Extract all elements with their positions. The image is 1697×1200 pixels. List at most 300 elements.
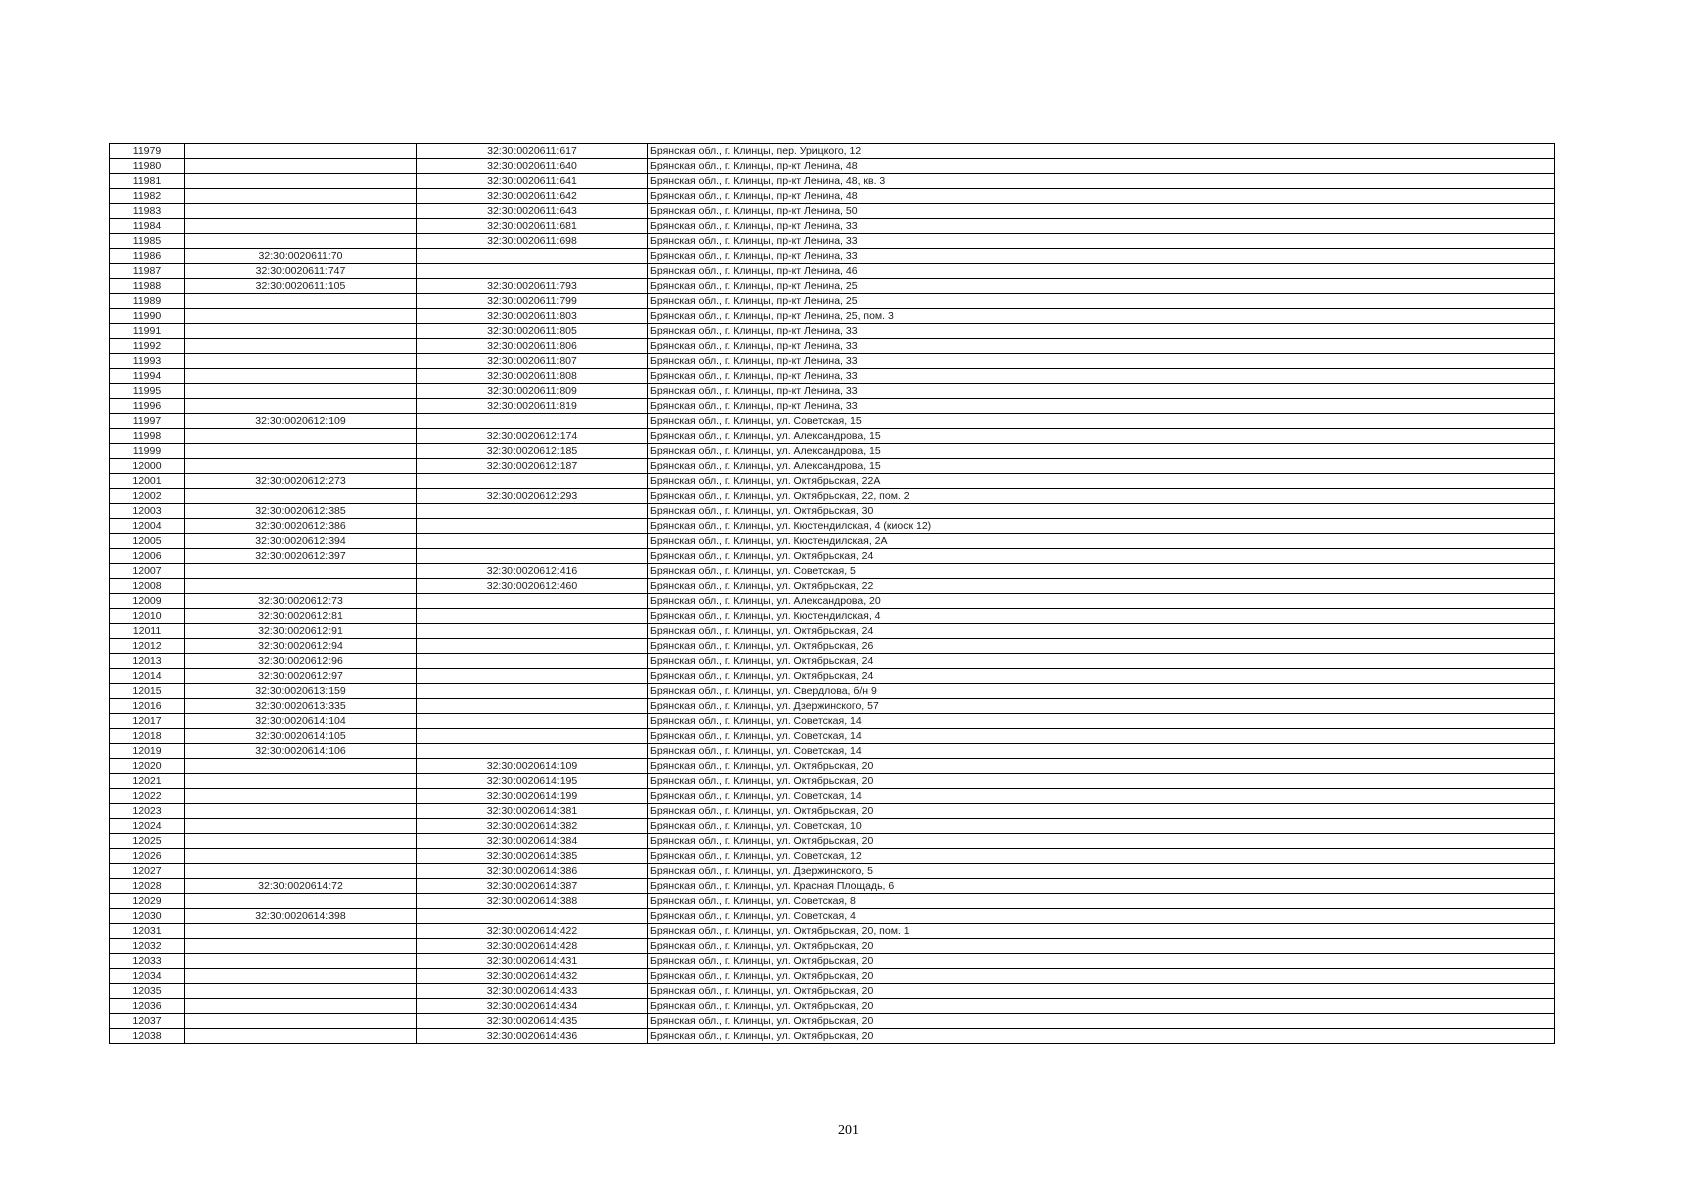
object-cadastral-number-cell: 32:30:0020612:460	[417, 579, 648, 594]
object-cadastral-number-cell: 32:30:0020614:436	[417, 1029, 648, 1044]
cadastral-number-cell: 32:30:0020612:94	[185, 639, 417, 654]
table-row	[110, 639, 1555, 654]
cadastral-number-cell	[185, 864, 417, 879]
row-number-cell: 12028	[110, 879, 185, 894]
address-cell: Брянская обл., г. Клинцы, ул. Советская, 8	[648, 894, 1555, 909]
table-body	[110, 144, 1555, 1044]
table-row	[110, 834, 1555, 849]
row-number-cell: 11987	[110, 264, 185, 279]
row-number-cell: 12036	[110, 999, 185, 1014]
object-cadastral-number-cell: 32:30:0020614:422	[417, 924, 648, 939]
row-number-cell: 11989	[110, 294, 185, 309]
table-row	[110, 264, 1555, 279]
row-number-cell: 12001	[110, 474, 185, 489]
object-cadastral-number-cell: 32:30:0020614:382	[417, 819, 648, 834]
address-cell: Брянская обл., г. Клинцы, ул. Дзержинского, 5	[648, 864, 1555, 879]
address-cell: Брянская обл., г. Клинцы, ул. Октябрьская, 22А	[648, 474, 1555, 489]
table-row	[110, 924, 1555, 939]
address-cell: Брянская обл., г. Клинцы, ул. Советская, 14	[648, 729, 1555, 744]
object-cadastral-number-cell: 32:30:0020614:431	[417, 954, 648, 969]
address-cell: Брянская обл., г. Клинцы, ул. Октябрьская, 20	[648, 999, 1555, 1014]
table-row	[110, 204, 1555, 219]
address-cell: Брянская обл., г. Клинцы, ул. Кюстендилская, 4	[648, 609, 1555, 624]
object-cadastral-number-cell	[417, 474, 648, 489]
address-cell: Брянская обл., г. Клинцы, ул. Свердлова, б/н 9	[648, 684, 1555, 699]
address-cell: Брянская обл., г. Клинцы, ул. Октябрьская, 26	[648, 639, 1555, 654]
row-number-cell: 12033	[110, 954, 185, 969]
row-number-cell: 12031	[110, 924, 185, 939]
cadastral-number-cell	[185, 354, 417, 369]
row-number-cell: 12003	[110, 504, 185, 519]
table-row	[110, 744, 1555, 759]
table-row	[110, 399, 1555, 414]
row-number-cell: 11991	[110, 324, 185, 339]
table-row	[110, 459, 1555, 474]
row-number-cell: 12037	[110, 1014, 185, 1029]
row-number-cell: 11997	[110, 414, 185, 429]
cadastral-number-cell	[185, 339, 417, 354]
object-cadastral-number-cell: 32:30:0020614:433	[417, 984, 648, 999]
object-cadastral-number-cell: 32:30:0020614:388	[417, 894, 648, 909]
cadastral-number-cell	[185, 189, 417, 204]
cadastral-number-cell: 32:30:0020612:109	[185, 414, 417, 429]
table-row	[110, 624, 1555, 639]
row-number-cell: 11996	[110, 399, 185, 414]
address-cell: Брянская обл., г. Клинцы, ул. Октябрьская, 20	[648, 1029, 1555, 1044]
cadastral-number-cell	[185, 759, 417, 774]
address-cell: Брянская обл., г. Клинцы, пр-кт Ленина, 33	[648, 249, 1555, 264]
object-cadastral-number-cell: 32:30:0020611:806	[417, 339, 648, 354]
address-cell: Брянская обл., г. Клинцы, пр-кт Ленина, 33	[648, 369, 1555, 384]
object-cadastral-number-cell	[417, 549, 648, 564]
cadastral-number-cell: 32:30:0020612:73	[185, 594, 417, 609]
cadastral-number-cell	[185, 309, 417, 324]
table-row	[110, 699, 1555, 714]
table-row	[110, 519, 1555, 534]
table-row	[110, 549, 1555, 564]
row-number-cell: 12029	[110, 894, 185, 909]
object-cadastral-number-cell: 32:30:0020614:428	[417, 939, 648, 954]
table-row	[110, 159, 1555, 174]
address-cell: Брянская обл., г. Клинцы, пр-кт Ленина, 33	[648, 324, 1555, 339]
object-cadastral-number-cell	[417, 684, 648, 699]
object-cadastral-number-cell: 32:30:0020614:385	[417, 849, 648, 864]
row-number-cell: 12002	[110, 489, 185, 504]
row-number-cell: 12034	[110, 969, 185, 984]
table-row	[110, 789, 1555, 804]
table-row	[110, 279, 1555, 294]
address-cell: Брянская обл., г. Клинцы, пр-кт Ленина, 25	[648, 294, 1555, 309]
table-row	[110, 1029, 1555, 1044]
page-number: 201	[838, 1123, 859, 1138]
table-row	[110, 144, 1555, 159]
object-cadastral-number-cell: 32:30:0020611:809	[417, 384, 648, 399]
row-number-cell: 12022	[110, 789, 185, 804]
cadastral-number-cell: 32:30:0020612:394	[185, 534, 417, 549]
table-row	[110, 714, 1555, 729]
cadastral-number-cell	[185, 834, 417, 849]
object-cadastral-number-cell: 32:30:0020614:432	[417, 969, 648, 984]
address-cell: Брянская обл., г. Клинцы, ул. Александрова, 15	[648, 429, 1555, 444]
object-cadastral-number-cell	[417, 249, 648, 264]
row-number-cell: 11993	[110, 354, 185, 369]
table-row	[110, 174, 1555, 189]
cadastral-number-cell	[185, 924, 417, 939]
address-cell: Брянская обл., г. Клинцы, пр-кт Ленина, 48	[648, 159, 1555, 174]
address-cell: Брянская обл., г. Клинцы, ул. Октябрьская, 20	[648, 804, 1555, 819]
object-cadastral-number-cell: 32:30:0020614:386	[417, 864, 648, 879]
address-cell: Брянская обл., г. Клинцы, ул. Кюстендилская, 4 (киоск 12)	[648, 519, 1555, 534]
row-number-cell: 12024	[110, 819, 185, 834]
address-cell: Брянская обл., г. Клинцы, ул. Октябрьская, 20	[648, 1014, 1555, 1029]
row-number-cell: 11980	[110, 159, 185, 174]
object-cadastral-number-cell: 32:30:0020614:199	[417, 789, 648, 804]
cadastral-number-cell	[185, 579, 417, 594]
address-cell: Брянская обл., г. Клинцы, ул. Советская, 4	[648, 909, 1555, 924]
cadastral-number-cell	[185, 324, 417, 339]
object-cadastral-number-cell: 32:30:0020614:387	[417, 879, 648, 894]
object-cadastral-number-cell: 32:30:0020611:808	[417, 369, 648, 384]
cadastral-number-cell: 32:30:0020611:747	[185, 264, 417, 279]
address-cell: Брянская обл., г. Клинцы, пр-кт Ленина, 48	[648, 189, 1555, 204]
address-cell: Брянская обл., г. Клинцы, ул. Октябрьская, 20	[648, 954, 1555, 969]
address-cell: Брянская обл., г. Клинцы, пр-кт Ленина, 33	[648, 339, 1555, 354]
address-cell: Брянская обл., г. Клинцы, ул. Советская, 14	[648, 789, 1555, 804]
table-row	[110, 249, 1555, 264]
table-row	[110, 219, 1555, 234]
table-row	[110, 894, 1555, 909]
row-number-cell: 12006	[110, 549, 185, 564]
address-cell: Брянская обл., г. Клинцы, ул. Октябрьская, 24	[648, 669, 1555, 684]
address-cell: Брянская обл., г. Клинцы, ул. Советская, 14	[648, 744, 1555, 759]
table-row	[110, 684, 1555, 699]
cadastral-number-cell	[185, 774, 417, 789]
row-number-cell: 11981	[110, 174, 185, 189]
address-cell: Брянская обл., г. Клинцы, ул. Красная Площадь, 6	[648, 879, 1555, 894]
cadastral-number-cell	[185, 444, 417, 459]
object-cadastral-number-cell: 32:30:0020611:807	[417, 354, 648, 369]
address-cell: Брянская обл., г. Клинцы, пр-кт Ленина, 33	[648, 219, 1555, 234]
address-cell: Брянская обл., г. Клинцы, ул. Советская, 14	[648, 714, 1555, 729]
cadastral-number-cell	[185, 1014, 417, 1029]
object-cadastral-number-cell: 32:30:0020612:174	[417, 429, 648, 444]
cadastral-number-cell: 32:30:0020612:81	[185, 609, 417, 624]
address-cell: Брянская обл., г. Клинцы, пр-кт Ленина, 33	[648, 384, 1555, 399]
object-cadastral-number-cell: 32:30:0020612:187	[417, 459, 648, 474]
row-number-cell: 11999	[110, 444, 185, 459]
row-number-cell: 12008	[110, 579, 185, 594]
object-cadastral-number-cell: 32:30:0020611:819	[417, 399, 648, 414]
object-cadastral-number-cell	[417, 909, 648, 924]
row-number-cell: 11998	[110, 429, 185, 444]
table-row	[110, 879, 1555, 894]
row-number-cell: 12019	[110, 744, 185, 759]
row-number-cell: 12032	[110, 939, 185, 954]
object-cadastral-number-cell: 32:30:0020614:384	[417, 834, 648, 849]
table-row	[110, 369, 1555, 384]
row-number-cell: 12017	[110, 714, 185, 729]
address-cell: Брянская обл., г. Клинцы, ул. Александрова, 15	[648, 444, 1555, 459]
address-cell: Брянская обл., г. Клинцы, ул. Октябрьская, 22	[648, 579, 1555, 594]
object-cadastral-number-cell: 32:30:0020612:416	[417, 564, 648, 579]
table-row	[110, 759, 1555, 774]
table-row	[110, 999, 1555, 1014]
address-cell: Брянская обл., г. Клинцы, пр-кт Ленина, 25, пом. 3	[648, 309, 1555, 324]
table-row	[110, 429, 1555, 444]
object-cadastral-number-cell: 32:30:0020614:435	[417, 1014, 648, 1029]
cadastral-number-cell	[185, 789, 417, 804]
address-cell: Брянская обл., г. Клинцы, пр-кт Ленина, 25	[648, 279, 1555, 294]
row-number-cell: 12011	[110, 624, 185, 639]
cadastral-number-cell	[185, 219, 417, 234]
table-row	[110, 864, 1555, 879]
address-cell: Брянская обл., г. Клинцы, ул. Октябрьская, 20	[648, 939, 1555, 954]
table-row	[110, 939, 1555, 954]
address-cell: Брянская обл., г. Клинцы, ул. Октябрьская, 24	[648, 654, 1555, 669]
object-cadastral-number-cell: 32:30:0020611:643	[417, 204, 648, 219]
address-cell: Брянская обл., г. Клинцы, пр-кт Ленина, 33	[648, 399, 1555, 414]
table-row	[110, 654, 1555, 669]
address-cell: Брянская обл., г. Клинцы, пр-кт Ленина, 33	[648, 354, 1555, 369]
object-cadastral-number-cell: 32:30:0020611:803	[417, 309, 648, 324]
address-cell: Брянская обл., г. Клинцы, ул. Октябрьская, 30	[648, 504, 1555, 519]
table-row	[110, 954, 1555, 969]
row-number-cell: 12007	[110, 564, 185, 579]
table-row	[110, 1014, 1555, 1029]
object-cadastral-number-cell	[417, 654, 648, 669]
cadastral-number-cell	[185, 489, 417, 504]
row-number-cell: 12016	[110, 699, 185, 714]
cadastral-number-cell: 32:30:0020612:385	[185, 504, 417, 519]
table-row	[110, 564, 1555, 579]
address-cell: Брянская обл., г. Клинцы, ул. Александрова, 20	[648, 594, 1555, 609]
row-number-cell: 12025	[110, 834, 185, 849]
row-number-cell: 12010	[110, 609, 185, 624]
row-number-cell: 12000	[110, 459, 185, 474]
table-row	[110, 489, 1555, 504]
address-cell: Брянская обл., г. Клинцы, пр-кт Ленина, 50	[648, 204, 1555, 219]
row-number-cell: 12009	[110, 594, 185, 609]
table-row	[110, 474, 1555, 489]
table-row	[110, 534, 1555, 549]
object-cadastral-number-cell: 32:30:0020611:617	[417, 144, 648, 159]
row-number-cell: 11990	[110, 309, 185, 324]
object-cadastral-number-cell	[417, 534, 648, 549]
object-cadastral-number-cell: 32:30:0020611:698	[417, 234, 648, 249]
address-cell: Брянская обл., г. Клинцы, ул. Октябрьская, 20	[648, 969, 1555, 984]
object-cadastral-number-cell: 32:30:0020611:805	[417, 324, 648, 339]
cadastral-number-cell: 32:30:0020612:91	[185, 624, 417, 639]
cadastral-number-cell	[185, 204, 417, 219]
object-cadastral-number-cell	[417, 264, 648, 279]
cadastral-number-cell: 32:30:0020614:398	[185, 909, 417, 924]
row-number-cell: 12027	[110, 864, 185, 879]
object-cadastral-number-cell	[417, 714, 648, 729]
row-number-cell: 12030	[110, 909, 185, 924]
row-number-cell: 12013	[110, 654, 185, 669]
row-number-cell: 11992	[110, 339, 185, 354]
row-number-cell: 12005	[110, 534, 185, 549]
cadastral-number-cell: 32:30:0020612:97	[185, 669, 417, 684]
cadastral-number-cell: 32:30:0020614:106	[185, 744, 417, 759]
address-cell: Брянская обл., г. Клинцы, пер. Урицкого, 12	[648, 144, 1555, 159]
cadastral-number-cell	[185, 849, 417, 864]
address-cell: Брянская обл., г. Клинцы, ул. Советская, 10	[648, 819, 1555, 834]
cadastral-number-cell	[185, 999, 417, 1014]
row-number-cell: 12023	[110, 804, 185, 819]
cadastral-number-cell	[185, 459, 417, 474]
address-cell: Брянская обл., г. Клинцы, ул. Советская, 12	[648, 849, 1555, 864]
row-number-cell: 12004	[110, 519, 185, 534]
cadastral-number-cell	[185, 564, 417, 579]
row-number-cell: 12035	[110, 984, 185, 999]
address-cell: Брянская обл., г. Клинцы, ул. Кюстендилская, 2А	[648, 534, 1555, 549]
table-row	[110, 969, 1555, 984]
row-number-cell: 11994	[110, 369, 185, 384]
cadastral-number-cell	[185, 294, 417, 309]
cadastral-number-cell	[185, 939, 417, 954]
object-cadastral-number-cell	[417, 669, 648, 684]
row-number-cell: 11982	[110, 189, 185, 204]
address-cell: Брянская обл., г. Клинцы, ул. Октябрьская, 24	[648, 624, 1555, 639]
object-cadastral-number-cell: 32:30:0020612:293	[417, 489, 648, 504]
cadastral-number-cell	[185, 894, 417, 909]
cadastral-number-cell	[185, 984, 417, 999]
cadastral-number-cell: 32:30:0020613:159	[185, 684, 417, 699]
table-row	[110, 294, 1555, 309]
cadastral-number-cell	[185, 369, 417, 384]
cadastral-number-cell: 32:30:0020612:397	[185, 549, 417, 564]
cadastral-number-cell	[185, 399, 417, 414]
cadastral-number-cell	[185, 174, 417, 189]
cadastral-number-cell: 32:30:0020611:105	[185, 279, 417, 294]
object-cadastral-number-cell	[417, 519, 648, 534]
cadastral-number-cell: 32:30:0020611:70	[185, 249, 417, 264]
table-row	[110, 579, 1555, 594]
cadastral-number-cell	[185, 144, 417, 159]
cadastral-number-cell: 32:30:0020614:104	[185, 714, 417, 729]
object-cadastral-number-cell: 32:30:0020614:195	[417, 774, 648, 789]
table-row	[110, 414, 1555, 429]
cadastral-number-cell	[185, 159, 417, 174]
cadastral-number-cell	[185, 969, 417, 984]
cadastral-number-cell	[185, 804, 417, 819]
row-number-cell: 11995	[110, 384, 185, 399]
row-number-cell: 12015	[110, 684, 185, 699]
object-cadastral-number-cell	[417, 639, 648, 654]
address-cell: Брянская обл., г. Клинцы, ул. Дзержинского, 57	[648, 699, 1555, 714]
address-cell: Брянская обл., г. Клинцы, пр-кт Ленина, 46	[648, 264, 1555, 279]
table-row	[110, 609, 1555, 624]
cadastral-number-cell	[185, 429, 417, 444]
cadastral-number-cell	[185, 234, 417, 249]
object-cadastral-number-cell	[417, 504, 648, 519]
cadastral-number-cell: 32:30:0020613:335	[185, 699, 417, 714]
cadastral-number-cell	[185, 384, 417, 399]
object-cadastral-number-cell	[417, 624, 648, 639]
object-cadastral-number-cell	[417, 414, 648, 429]
row-number-cell: 11988	[110, 279, 185, 294]
table-row	[110, 984, 1555, 999]
table-row	[110, 339, 1555, 354]
object-cadastral-number-cell: 32:30:0020612:185	[417, 444, 648, 459]
row-number-cell: 12012	[110, 639, 185, 654]
object-cadastral-number-cell: 32:30:0020611:642	[417, 189, 648, 204]
table-row	[110, 384, 1555, 399]
row-number-cell: 12020	[110, 759, 185, 774]
object-cadastral-number-cell	[417, 729, 648, 744]
address-cell: Брянская обл., г. Клинцы, ул. Советская, 5	[648, 564, 1555, 579]
row-number-cell: 11984	[110, 219, 185, 234]
table-row	[110, 504, 1555, 519]
row-number-cell: 12021	[110, 774, 185, 789]
object-cadastral-number-cell: 32:30:0020611:641	[417, 174, 648, 189]
cadastral-number-cell: 32:30:0020614:72	[185, 879, 417, 894]
row-number-cell: 12026	[110, 849, 185, 864]
object-cadastral-number-cell	[417, 744, 648, 759]
table-row	[110, 234, 1555, 249]
table-row	[110, 729, 1555, 744]
address-cell: Брянская обл., г. Клинцы, ул. Октябрьская, 20	[648, 984, 1555, 999]
cadastral-table	[109, 143, 1555, 1044]
address-cell: Брянская обл., г. Клинцы, ул. Октябрьская, 20	[648, 759, 1555, 774]
row-number-cell: 11983	[110, 204, 185, 219]
row-number-cell: 11986	[110, 249, 185, 264]
address-cell: Брянская обл., г. Клинцы, ул. Октябрьская, 20, пом. 1	[648, 924, 1555, 939]
row-number-cell: 12038	[110, 1029, 185, 1044]
table-row	[110, 189, 1555, 204]
object-cadastral-number-cell: 32:30:0020611:793	[417, 279, 648, 294]
table-row	[110, 804, 1555, 819]
cadastral-number-cell	[185, 954, 417, 969]
cadastral-number-cell: 32:30:0020612:273	[185, 474, 417, 489]
table-row	[110, 444, 1555, 459]
object-cadastral-number-cell: 32:30:0020614:434	[417, 999, 648, 1014]
row-number-cell: 12018	[110, 729, 185, 744]
row-number-cell: 11985	[110, 234, 185, 249]
object-cadastral-number-cell: 32:30:0020611:681	[417, 219, 648, 234]
object-cadastral-number-cell	[417, 699, 648, 714]
row-number-cell: 12014	[110, 669, 185, 684]
cadastral-number-cell: 32:30:0020614:105	[185, 729, 417, 744]
object-cadastral-number-cell	[417, 594, 648, 609]
table-row	[110, 669, 1555, 684]
object-cadastral-number-cell	[417, 609, 648, 624]
object-cadastral-number-cell: 32:30:0020614:109	[417, 759, 648, 774]
address-cell: Брянская обл., г. Клинцы, ул. Октябрьская, 24	[648, 549, 1555, 564]
row-number-cell: 11979	[110, 144, 185, 159]
object-cadastral-number-cell: 32:30:0020611:799	[417, 294, 648, 309]
address-cell: Брянская обл., г. Клинцы, ул. Октябрьская, 20	[648, 834, 1555, 849]
cadastral-number-cell: 32:30:0020612:96	[185, 654, 417, 669]
address-cell: Брянская обл., г. Клинцы, ул. Октябрьская, 22, пом. 2	[648, 489, 1555, 504]
table-row	[110, 909, 1555, 924]
table-row	[110, 324, 1555, 339]
object-cadastral-number-cell: 32:30:0020614:381	[417, 804, 648, 819]
address-cell: Брянская обл., г. Клинцы, ул. Александрова, 15	[648, 459, 1555, 474]
cadastral-number-cell	[185, 819, 417, 834]
object-cadastral-number-cell: 32:30:0020611:640	[417, 159, 648, 174]
address-cell: Брянская обл., г. Клинцы, пр-кт Ленина, 48, кв. 3	[648, 174, 1555, 189]
address-cell: Брянская обл., г. Клинцы, пр-кт Ленина, 33	[648, 234, 1555, 249]
cadastral-number-cell	[185, 1029, 417, 1044]
address-cell: Брянская обл., г. Клинцы, ул. Советская, 15	[648, 414, 1555, 429]
table-row	[110, 774, 1555, 789]
address-cell: Брянская обл., г. Клинцы, ул. Октябрьская, 20	[648, 774, 1555, 789]
table-row	[110, 594, 1555, 609]
table-row	[110, 819, 1555, 834]
table-row	[110, 309, 1555, 324]
